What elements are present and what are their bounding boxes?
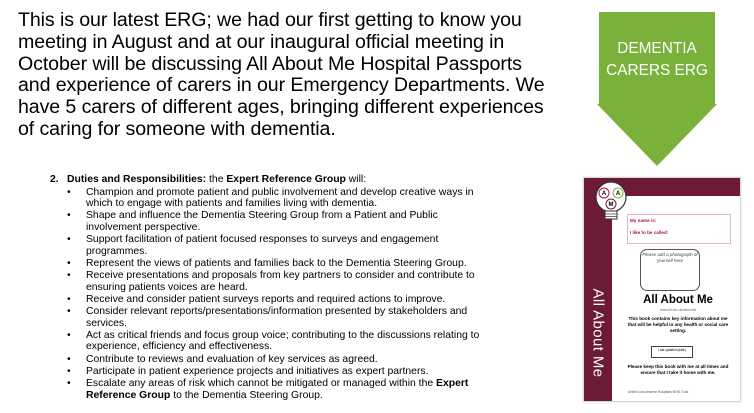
list-item xyxy=(67,258,488,270)
bullet-icon: • xyxy=(67,329,71,341)
logo-letter: A xyxy=(615,191,621,197)
duties-section xyxy=(48,174,488,402)
duties-heading-prefix: Duties and Responsibilities: xyxy=(67,174,207,185)
called-label: I like to be called: xyxy=(630,229,669,235)
intro-paragraph: This is our latest ERG; we had our first getting to know you meeting in August and at our inaugural official meeting in October will be discussing All About Me Hospital Passports and experience of carers in our Emergency Departments. We have 5 carers of different ages, bringing different experiences of caring for someone with dementia. xyxy=(18,9,545,140)
bullet-icon: • xyxy=(67,186,71,198)
last-updated-box xyxy=(651,346,693,358)
bullet-icon: • xyxy=(67,257,71,269)
duties-list xyxy=(67,187,488,402)
spine-title: All About Me xyxy=(589,288,607,378)
escalate-suffix: to the Dementia Steering Group. xyxy=(170,389,323,401)
bullet-icon: • xyxy=(67,293,71,305)
duty-text xyxy=(86,378,468,401)
bullet-icon: • xyxy=(67,306,71,318)
booklet-keep-text: Please keep this book with me at all times and ensure that I take it home with me. xyxy=(627,364,729,375)
bullet-icon: • xyxy=(67,234,71,246)
bullet-icon: • xyxy=(67,270,71,282)
photo-placeholder xyxy=(640,249,700,291)
list-item xyxy=(67,294,488,306)
all-about-me-booklet xyxy=(583,177,741,402)
list-item xyxy=(67,366,488,378)
duties-heading xyxy=(50,174,488,186)
duty-text: Participate in patient experience projects and initiatives as expert partners. xyxy=(86,365,429,377)
name-box xyxy=(627,214,731,244)
erg-label xyxy=(597,38,717,82)
escalate-prefix: Escalate any areas of risk which cannot be mitigated or managed within the xyxy=(86,378,437,390)
duty-text: Shape and influence the Dementia Steering Group from a Patient and Public involvement perspective. xyxy=(86,210,438,233)
list-item xyxy=(67,270,488,293)
logo-letter: A xyxy=(601,191,607,197)
duties-heading-suffix: will: xyxy=(345,174,367,185)
duty-text: Receive presentations and proposals from key partners to consider and contribute to ensuring patients voices are heard. xyxy=(86,270,475,293)
list-item xyxy=(67,210,488,233)
booklet-top-band xyxy=(612,178,741,196)
duty-text: Receive and consider patient surveys reports and required actions to improve. xyxy=(86,293,446,305)
down-arrow-icon xyxy=(597,12,717,166)
booklet-description: This book contains key information about me that will be helpful in any health or social care setting. xyxy=(627,316,729,333)
bullet-icon: • xyxy=(67,210,71,222)
list-item xyxy=(67,234,488,257)
updated-label: Last updated (date) xyxy=(658,348,686,352)
duty-text: Contribute to reviews and evaluation of key services as agreed. xyxy=(86,353,378,365)
section-number: 2. xyxy=(50,174,59,185)
list-item xyxy=(67,306,488,329)
duty-text: Act as critical friends and focus group voice; contributing to the discussions relating to experience, efficiency and effectiveness. xyxy=(86,329,480,353)
trust-name: United Lincolnshire Hospitals NHS Trust xyxy=(628,390,689,394)
duty-text: Champion and promote patient and public involvement and develop creative ways in which to engage with patients and families living with dementia. xyxy=(86,186,474,210)
escalate-group: Expert Reference Group xyxy=(86,378,469,401)
bullet-icon: • xyxy=(67,353,71,365)
lightbulb-logo-icon xyxy=(592,180,630,222)
logo-letter: M xyxy=(608,202,614,208)
erg-label-line2: CARERS ERG xyxy=(606,62,708,79)
list-item xyxy=(67,354,488,366)
name-label: My name is: xyxy=(630,218,657,223)
list-item xyxy=(67,187,488,210)
bullet-icon: • xyxy=(67,378,71,390)
bullet-icon: • xyxy=(67,365,71,377)
duty-text: Support facilitation of patient focused responses to surveys and engagement programmes. xyxy=(86,234,439,257)
erg-label-line1: DEMENTIA xyxy=(617,40,697,57)
booklet-url: www.ulh.nhs.uk/dementia xyxy=(659,308,697,312)
arrow-shape xyxy=(597,12,717,166)
duties-heading-group: Expert Reference Group xyxy=(226,174,346,185)
photo-text: Please add a photograph of yourself here xyxy=(642,252,698,263)
duty-text: Consider relevant reports/presentations/information presented by stakeholders and services. xyxy=(86,306,468,329)
duties-heading-middle: the xyxy=(206,174,227,185)
duty-text: Represent the views of patients and families back to the Dementia Steering Group. xyxy=(86,257,467,269)
list-item xyxy=(67,378,488,401)
list-item xyxy=(67,330,488,353)
booklet-title: All About Me xyxy=(643,294,713,306)
